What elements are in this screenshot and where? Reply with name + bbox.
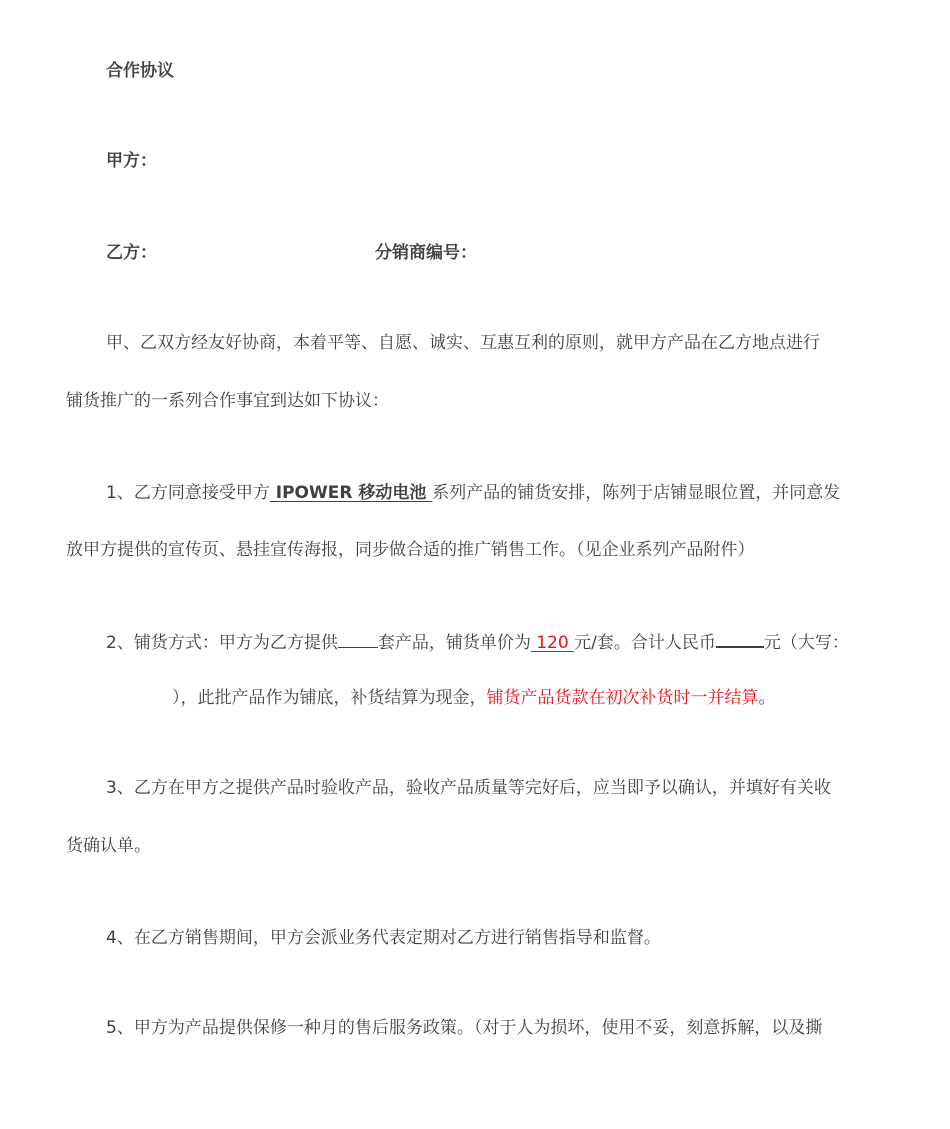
clause-2-settlement-note: 铺货产品货款在初次补货时一并结算 (486, 688, 759, 708)
unit-price-value: 120 (530, 633, 575, 653)
clause-1-line-2: 放甲方提供的宣传页、悬挂宣传海报，同步做合适的推广销售工作。（见企业系列产品附件） (66, 540, 755, 560)
clause-1-product-name: IPOWER 移动电池 (269, 483, 433, 503)
clause-2-line-2 (172, 686, 776, 710)
clause-4-line-1: 4、在乙方销售期间，甲方会派业务代表定期对乙方进行销售指导和监督。 (106, 928, 661, 948)
intro-line-1: 甲、乙双方经友好协商，本着平等、自愿、诚实、互惠互利的原则，就甲方产品在乙方地点进行 (106, 333, 820, 353)
party-a-label: 甲方： (106, 151, 157, 171)
clause-1-part-1: 1、乙方同意接受甲方 (106, 483, 270, 503)
total-amount-blank (716, 628, 764, 648)
quantity-blank (338, 629, 378, 648)
clause-2-line-2-part-1: ），此批产品作为铺底，补货结算为现金， (172, 688, 487, 708)
clause-2-line-1 (106, 628, 849, 655)
clause-2-line-2-end: 。 (758, 688, 776, 708)
clause-3-line-2: 货确认单。 (66, 836, 151, 856)
clause-2-part-3: 元/套。合计人民币 (574, 633, 716, 653)
clause-3-line-1: 3、乙方在甲方之提供产品时验收产品，验收产品质量等完好后，应当即予以确认，并填好有关收 (106, 778, 831, 798)
clause-1-part-2: 系列产品的铺货安排，陈列于店铺显眼位置，并同意发 (432, 483, 841, 503)
clause-2-part-1: 2、铺货方式：甲方为乙方提供 (106, 633, 338, 653)
document-title: 合作协议 (106, 61, 174, 81)
clause-2-part-2: 套产品，铺货单价为 (377, 633, 531, 653)
intro-line-2: 铺货推广的一系列合作事宜到达如下协议： (66, 391, 389, 411)
clause-2-part-4: 元（大写： (763, 633, 849, 653)
clause-1-line-1 (106, 481, 840, 505)
clause-5-line-1: 5、甲方为产品提供保修一种月的售后服务政策。（对于人为损坏，使用不妥，刻意拆解，以及撕 (106, 1018, 823, 1038)
distributor-number-label: 分销商编号： (375, 243, 477, 263)
party-b-label: 乙方： (106, 243, 157, 263)
